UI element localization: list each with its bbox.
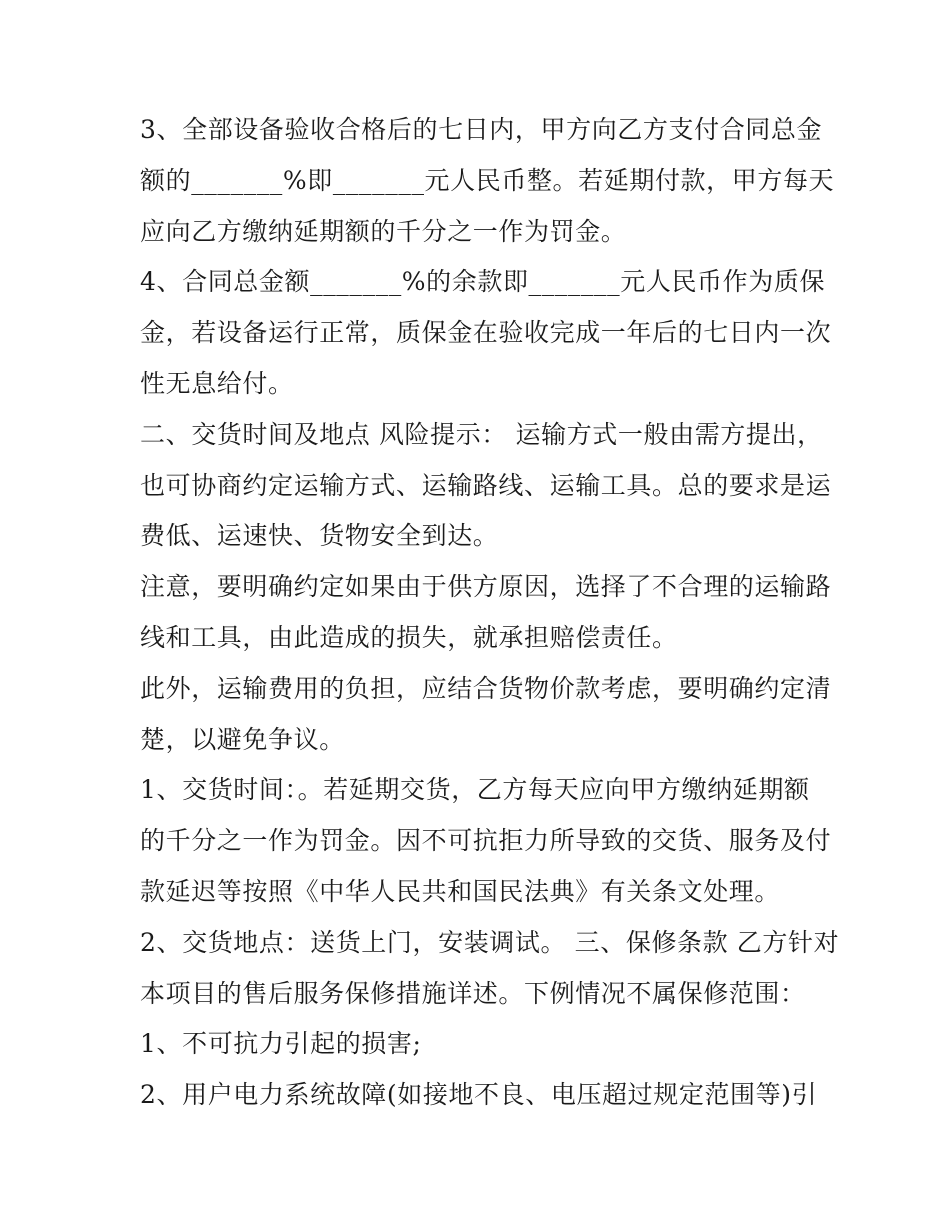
text-line: 2、交货地点：送货上门，安装调试。 三、保修条款 乙方针对 <box>140 927 840 957</box>
text-line: 4、合同总金额_______%的余款即_______元人民币作为质保 <box>140 267 826 297</box>
text-line: 注意，要明确约定如果由于供方原因，选择了不合理的运输路 <box>140 572 832 602</box>
text-line: 本项目的售后服务保修措施详述。下例情况不属保修范围： <box>140 978 806 1008</box>
text-line: 此外，运输费用的负担，应结合货物价款考虑，要明确约定清 <box>140 673 832 703</box>
text-line: 也可协商约定运输方式、运输路线、运输工具。总的要求是运 <box>140 470 832 500</box>
document-body <box>140 105 840 1121</box>
text-line: 的千分之一作为罚金。因不可抗拒力所导致的交货、服务及付 <box>140 826 832 856</box>
text-line: 费低、运速快、货物安全到达。 <box>140 521 499 551</box>
text-line: 楚，以避免争议。 <box>140 724 345 754</box>
text-line: 1、交货时间：。若延期交货，乙方每天应向甲方缴纳延期额 <box>140 775 810 805</box>
text-line: 额的_______%即_______元人民币整。若延期付款，甲方每天 <box>140 165 835 195</box>
text-line: 2、用户电力系统故障(如接地不良、电压超过规定范围等)引 <box>140 1080 818 1110</box>
text-line: 应向乙方缴纳延期额的千分之一作为罚金。 <box>140 216 627 246</box>
text-line: 金，若设备运行正常，质保金在验收完成一年后的七日内一次 <box>140 318 832 348</box>
text-line: 二、交货时间及地点 风险提示： 运输方式一般由需方提出， <box>140 419 823 449</box>
text-line: 3、全部设备验收合格后的七日内，甲方向乙方支付合同总金 <box>140 115 823 144</box>
text-line: 性无息给付。 <box>140 368 294 398</box>
text-line: 线和工具，由此造成的损失，就承担赔偿责任。 <box>140 622 678 652</box>
text-line: 款延迟等按照《中华人民共和国民法典》有关条文处理。 <box>140 876 781 906</box>
text-line: 1、不可抗力引起的损害; <box>140 1029 422 1059</box>
